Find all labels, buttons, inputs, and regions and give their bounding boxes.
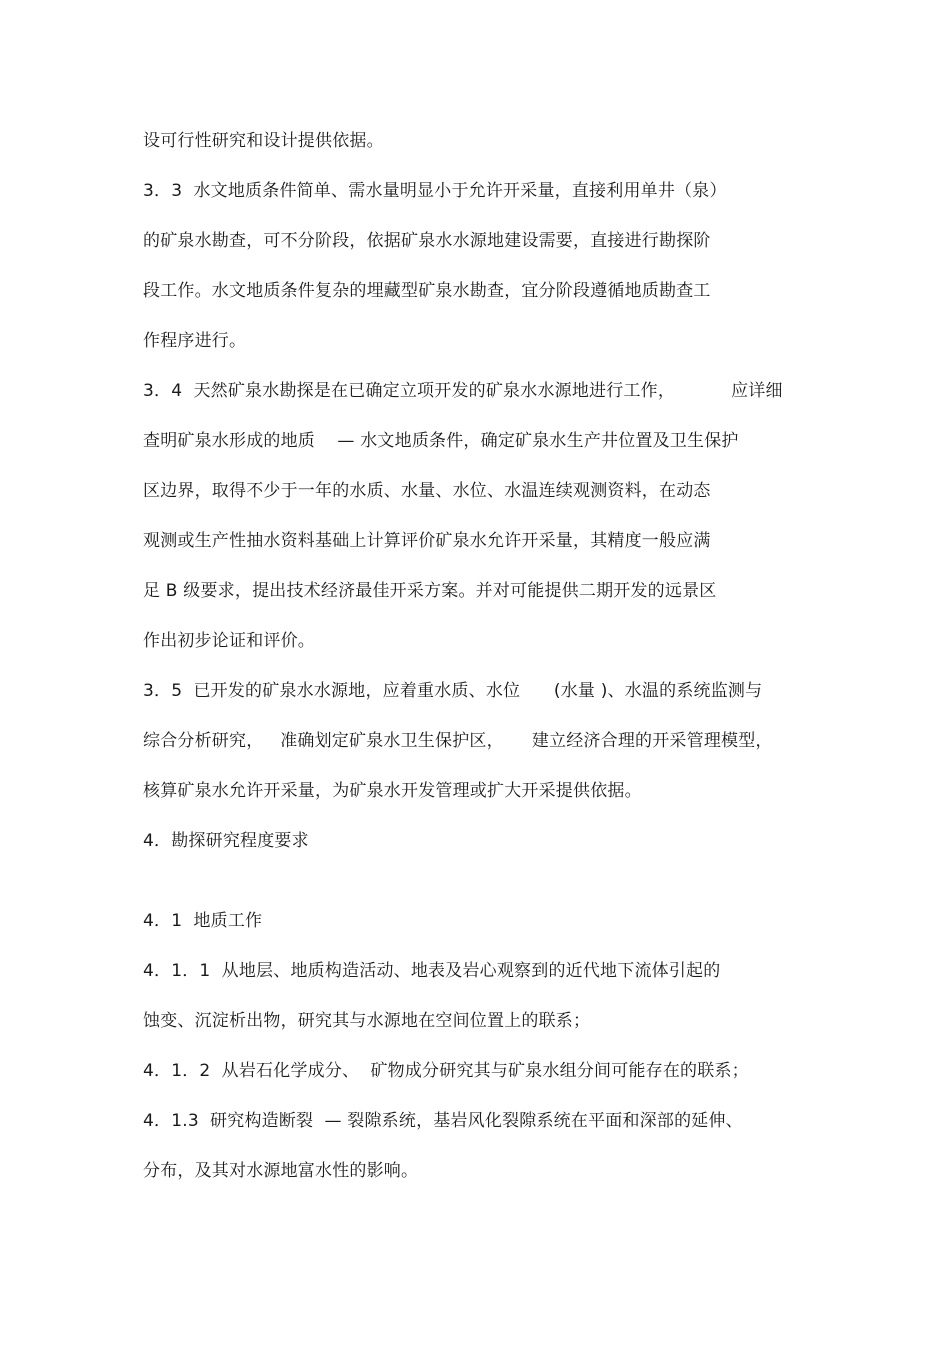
text-line: 综合分析研究， 准确划定矿泉水卫生保护区， 建立经济合理的开采管理模型， [143, 731, 773, 751]
text-line: 观测或生产性抽水资料基础上计算评价矿泉水允许开采量，其精度一般应满 [143, 531, 711, 551]
text-line: 3．5 已开发的矿泉水水源地，应着重水质、水位 (水量 )、水温的系统监测与 [143, 681, 763, 701]
text-line: 的矿泉水勘查，可不分阶段，依据矿泉水水源地建设需要，直接进行勘探阶 [143, 231, 711, 251]
text-line: 核算矿泉水允许开采量，为矿泉水开发管理或扩大开采提供依据。 [143, 781, 642, 801]
subsection-heading: 4．1 地质工作 [143, 911, 263, 931]
text-line: 4．1．1 从地层、地质构造活动、地表及岩心观察到的近代地下流体引起的 [143, 961, 721, 981]
text-line: 区边界，取得不少于一年的水质、水量、水位、水温连续观测资料，在动态 [143, 481, 711, 501]
text-line: 作出初步论证和评价。 [143, 631, 315, 651]
text-line: 分布，及其对水源地富水性的影响。 [143, 1161, 419, 1181]
section-heading: 4．勘探研究程度要求 [143, 831, 309, 851]
text-line: 设可行性研究和设计提供依据。 [143, 131, 384, 151]
text-line: 段工作。水文地质条件复杂的埋藏型矿泉水勘查，宜分阶段遵循地质勘查工 [143, 281, 711, 301]
text-line: 蚀变、沉淀析出物，研究其与水源地在空间位置上的联系； [143, 1011, 591, 1031]
text-line: 4．1．2 从岩石化学成分、 矿物成分研究其与矿泉水组分间可能存在的联系； [143, 1061, 749, 1081]
text-line: 足 B 级要求，提出技术经济最佳开采方案。并对可能提供二期开发的远景区 [143, 581, 717, 601]
text-line: 4．1.3 研究构造断裂 — 裂隙系统，基岩风化裂隙系统在平面和深部的延伸、 [143, 1111, 743, 1131]
text-line: 查明矿泉水形成的地质 — 水文地质条件，确定矿泉水生产井位置及卫生保护 [143, 431, 739, 451]
text-line: 3．4 天然矿泉水勘探是在已确定立项开发的矿泉水水源地进行工作， 应详细 [143, 381, 783, 401]
text-line: 作程序进行。 [143, 331, 247, 351]
text-line: 3．3 水文地质条件简单、需水量明显小于允许开采量，直接利用单井（泉） [143, 181, 727, 201]
